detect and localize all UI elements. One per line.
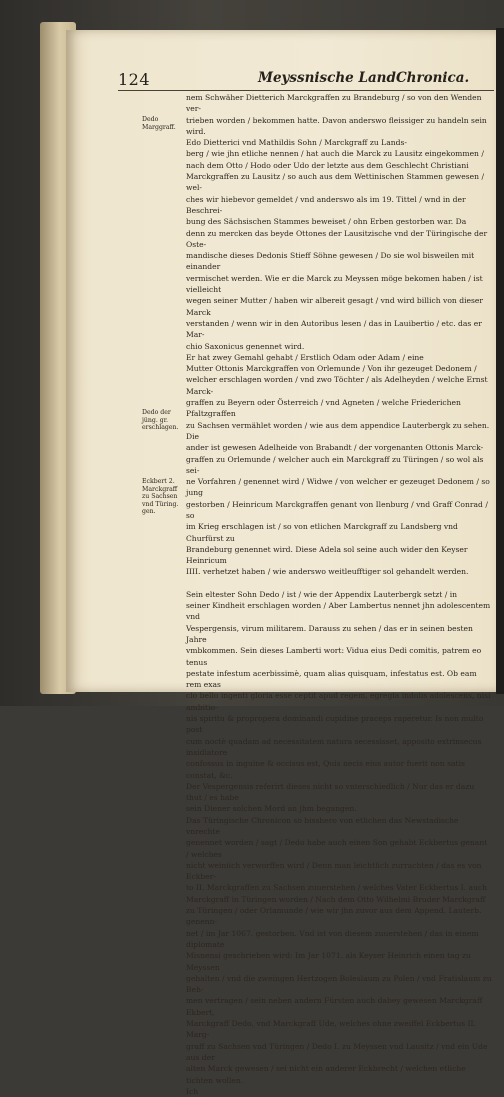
text-line: Das Türingische Chronicon so bisshero von etlichen das Newstadische vnrechte (186, 815, 459, 836)
text-line: berg / wie jhn etliche nennen / hat auch die Marck zu Lausitz eingekommen / (186, 149, 484, 159)
text-line: trieben worden / bekommen hatte. Davon anderswo fleissiger zu handeln sein wird. (186, 115, 487, 136)
text-line: clo bello ingenti gloria esse ceptit apud regem, egregia indolis adolescens, nisi ambitio- (186, 691, 491, 712)
text-line: Edo Dietterici vnd Mathildis Sohn / Marckgraff zu Lands- (186, 138, 407, 148)
text-line: Ich (186, 1086, 199, 1096)
text-line: denn zu mercken das beyde Ottones der Lausitzische vnd der Türingische der Oste- (186, 228, 488, 249)
text-line: IIII. verhetzet haben / wie anderswo weitleufftiger sol gehandelt werden. (186, 567, 469, 577)
margin-note: Dedo Marggraff. (142, 116, 176, 131)
text-line: confossus in inguine & occisus est, Quis necis eius autor fuerit non satis constat, &c. (186, 759, 465, 780)
text-line: ne Vorfahren / genennet wird / Widwe / von welcher er gezeuget Dedonem / so jung (186, 477, 490, 498)
text-line: genennet worden / sagt / Dedo habe auch einen Son gehabt Eckbertus genant / welches (186, 838, 488, 859)
page-number: 124 (118, 70, 151, 89)
text-line: graff zu Sachsen vnd Türingen / Dedo I. zu Meyssen vnd Lausitz / vnd ein Ude aus der (186, 1041, 488, 1062)
text-line: nem Schwäher Dietterich Marckgraffen zu Brandeburg / so von den Wenden ver- (186, 93, 482, 114)
text-line: sein Diener solchen Mord an jhm begangen. (186, 804, 357, 814)
text-line: nis spiritu & propropera dominandi cupidine praceps raperetur. Is non multo post (186, 714, 484, 735)
text-line: verstanden / wenn wir in den Autoribus lesen / das in Lauibertio / etc. das er Mar- (186, 318, 482, 340)
text-line: Vespergensis, virum militarem. Darauss zu sehen / das er in seinen besten Jahre (186, 623, 473, 644)
text-line: bung des Sächsischen Stammes beweiset / ohn Erben gestorben war. Da (186, 217, 467, 227)
body-text (186, 92, 492, 1096)
text-line: mandische dieses Dedonis Stieff Söhne gewesen / Do sie wol bisweilen mit einander (186, 251, 475, 272)
text-line: vermischet werden. Wie er die Marck zu Meyssen möge bekomen haben / ist vielleicht (186, 273, 483, 295)
text-line: graffen zu Beyern oder Österreich / vnd Agneten / welche Friederichen Pfaltzgraffen (186, 398, 461, 419)
page-header (118, 70, 494, 91)
text-line: graffen zu Orlemunde / welcher auch ein Marckgraff zu Türingen / so wol als sei- (186, 454, 484, 475)
text-line: Misnensi geschrieben wird: Im Jar 1071. als Keyser Heinrich einen tag zu Meyssen (186, 951, 471, 972)
text-line: gestorben / Heinricum Marckgraffen genant von Ilenburg / vnd Graff Conrad / so (186, 499, 488, 520)
text-line: zu Türingen / oder Orlamunde / wie wir jhn zuvor aus dem Append. Lauterb. genenn- (186, 906, 482, 927)
text-line: Marckgraff Dedo, vnd Marckgraff Ude, welches ohne zweiffel Eckbertus II. Marg- (186, 1019, 476, 1040)
text-line: alten Marck gewesen / sei nicht ein anderer Eckbrecht / welchen etliche tichten wollen. (186, 1064, 466, 1085)
text-line: pestate infestum acerbissimè, quam alias quisquam, infestatus est. Ob eam rem exas (186, 668, 477, 690)
running-title: Meyssnische LandChronica. (258, 70, 470, 86)
text-line: welcher erschlagen worden / vnd zwo Töchter / als Adelheyden / welche Ernst Marck- (186, 375, 488, 396)
dark-margin (496, 28, 504, 694)
text-line: net / im Jar 1067. gestorben. Vnd ist von diesem zuuerstehen / das in einem diplomate (186, 928, 479, 949)
text-line: Sein eltester Sohn Dedo / ist / wie der Appendix Lauterbergk setzt / in (186, 589, 458, 599)
text-line: wegen seiner Mutter / haben wir albereit gesagt / vnd wird billich von dieser Marck (186, 296, 484, 317)
margin-note: Eckbert 2. Marckgraff zu Sachsen vnd Türing. gen. (142, 478, 179, 516)
margin-note: Dedo der jüng. gr. erschlagen. (142, 409, 179, 432)
paragraph-gap (186, 578, 492, 589)
text-line: gehalten / vnd die zweingen Hertzogen Boleslaum zu Polen / vnd Fratislaum zu Beh- (186, 973, 492, 995)
text-line: men vertragen / sein neben andern Fürsten auch dabey gewesen Marckgraff Ekbert, (186, 996, 483, 1017)
text-line: to II. Marckgraffen zu Sachsen zuuerstehen / welches Vater Eckbertus I. auch (186, 883, 488, 893)
text-line: Er hat zwey Gemahl gehabt / Erstlich Odam oder Adam / eine (186, 352, 424, 362)
text-line: Mutter Ottonis Marckgraffen von Orlemunde / Von ihr gezeuget Dedonem / (186, 364, 477, 374)
text-line: Brandeburg genennet wird. Diese Adela sol seine auch wider den Keyser Heinricum (186, 544, 468, 566)
text-line: im Krieg erschlagen ist / so von etlichen Marckgraff zu Landsberg vnd Churfürst zu (186, 522, 458, 543)
text-line: nicht weiniich verworffen wird / Denn man leichtlich zurrachten / das es von Eckber- (186, 860, 482, 882)
text-line: Marckgraff in Türingen worden / Nach dem Otto Wilhelmi Bruder Marckgraff (186, 894, 486, 904)
text-line: cum noctè quadam ad necessitatem natura secessisset, apposito extrinsecus insidiatore (186, 736, 482, 757)
text-line: ches wir hiebevor gemeldet / vnd anderswo als im 19. Tittel / wnd in der Beschrei- (186, 194, 466, 215)
text-line: seiner Kindheit erschlagen worden / Aber Lambertus nennet jhn adolescentem vnd (186, 601, 491, 622)
text-line: Der Vespergensis referirt dieses nicht so vnterschiedlich / Nur das er dazu thut / es habe (186, 781, 475, 803)
text-line: Marckgraffen zu Lausitz / so auch aus dem Wettinischen Stammen gewesen / wel- (186, 172, 485, 193)
text-line: vmbkommen. Sein dieses Lamberti wort: Vidua eius Dedi comitis, patrem eo tenus (186, 646, 482, 667)
text-line: ander ist gewesen Adelheide von Brabandt / der vorgenanten Ottonis Marck- (186, 443, 484, 453)
text-line: zu Sachsen vermählet worden / wie aus dem appendice Lauterbergk zu sehen. Die (186, 420, 490, 441)
text-line: chio Saxonicus genennet wird. (186, 341, 305, 351)
text-line: nach dem Otto / Hodo oder Udo der letzte aus dem Geschlecht Christiani (186, 160, 469, 170)
